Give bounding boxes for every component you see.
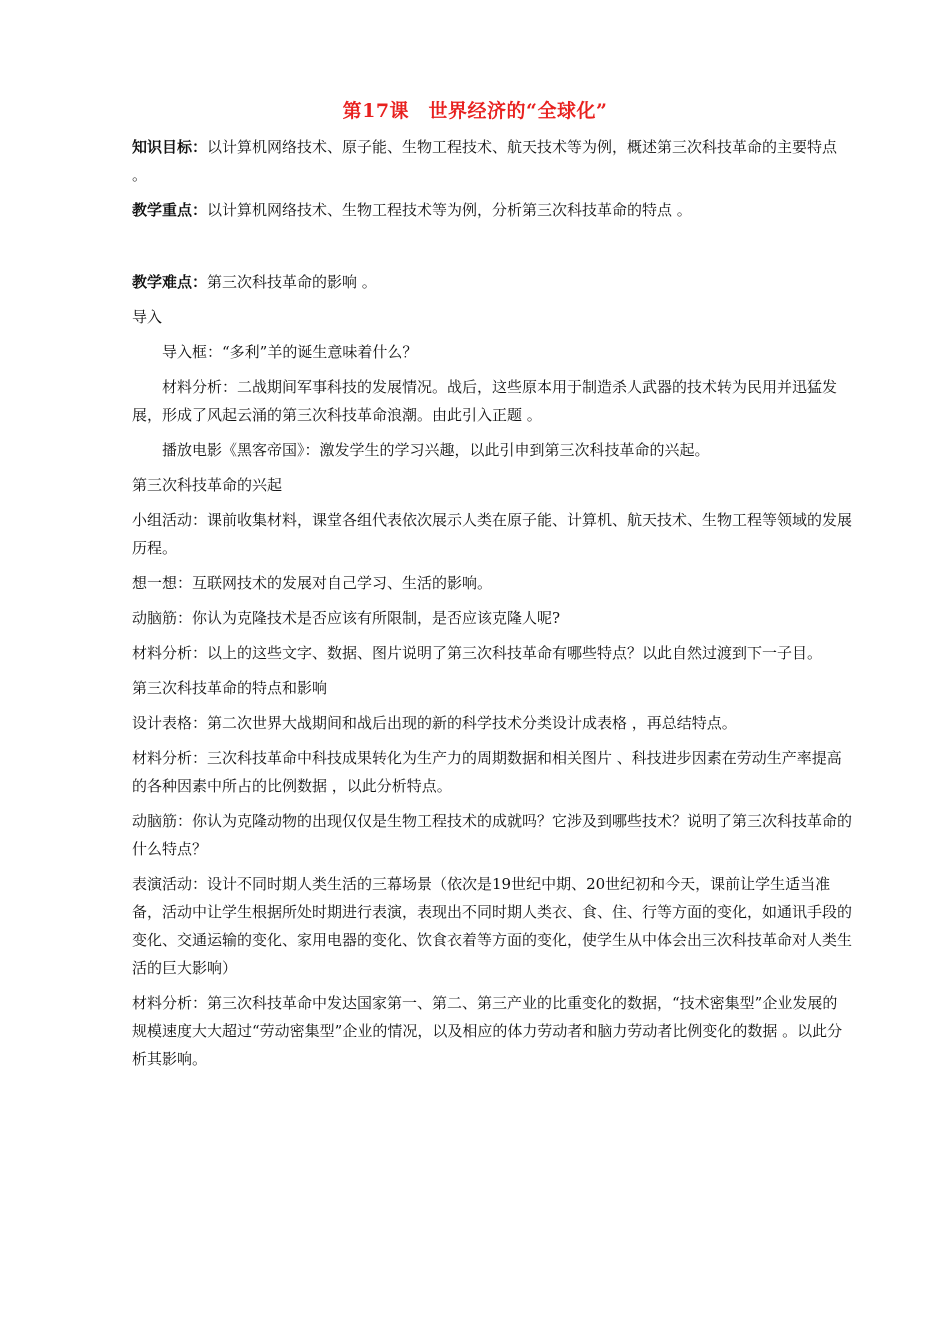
brainstorm-paragraph-2: 动脑筋：你认为克隆动物的出现仅仅是生物工程技术的成就吗？它涉及到哪些技术？说明了第三次科技革命的什么特点？ bbox=[132, 812, 853, 858]
key-point-label: 教学重点： bbox=[132, 201, 208, 219]
material-analysis-paragraph-2: 材料分析：以上的这些文字、数据、图片说明了第三次科技革命有哪些特点？以此自然过渡到下一子目。 bbox=[132, 644, 823, 662]
section-heading-rise: 第三次科技革命的兴起 bbox=[132, 476, 283, 494]
performance-activity-paragraph: 表演活动：设计不同时期人类生活的三幕场景（依次是19世纪中期、20世纪初和今天，课前让学生适当准备，活动中让学生根据所处时期进行表演，表现出不同时期人类衣、食、住、行等方面的变化，如通讯手段的变化、交通运输的变化、家用电器的变化、饮食衣着等方面的变化，使学生从中体会出三次科技革命对人类生活的巨大影响） bbox=[132, 875, 853, 977]
objective-text: 以计算机网络技术、原子能、生物工程技术、航天技术等为例，概述第三次科技革命的主要特点 。 bbox=[132, 138, 838, 184]
brainstorm-paragraph-1: 动脑筋：你认为克隆技术是否应该有所限制，是否应该克隆人呢? bbox=[132, 609, 561, 627]
difficulty-text: 第三次科技革命的影响 。 bbox=[207, 273, 377, 291]
material-analysis-paragraph-3: 材料分析：三次科技革命中科技成果转化为生产力的周期数据和相关图片 、科技进步因素在劳动生产率提高的各种因素中所占的比例数据 ，以此分析特点。 bbox=[132, 749, 842, 795]
movie-paragraph: 播放电影《黑客帝国》：激发学生的学习兴趣，以此引申到第三次科技革命的兴起。 bbox=[162, 441, 710, 459]
think-paragraph: 想一想：互联网技术的发展对自己学习、生活的影响。 bbox=[132, 574, 493, 592]
document-body bbox=[132, 133, 852, 1080]
intro-box-paragraph: 导入框：“多利”羊的诞生意味着什么？ bbox=[162, 343, 418, 361]
objective-label: 知识目标： bbox=[132, 138, 208, 156]
key-point-text: 以计算机网络技术、生物工程技术等为例，分析第三次科技革命的特点 。 bbox=[207, 201, 692, 219]
page-title-text: 第17课 世界经济的“全球化” bbox=[342, 100, 608, 122]
difficulty-paragraph bbox=[132, 268, 852, 296]
group-activity-paragraph: 小组活动：课前收集材料，课堂各组代表依次展示人类在原子能、计算机、航天技术、生物工程等领域的发展历程。 bbox=[132, 511, 853, 557]
material-analysis-paragraph-1: 材料分析：二战期间军事科技的发展情况。战后，这些原本用于制造杀人武器的技术转为民用并迅猛发展，形成了风起云涌的第三次科技革命浪潮。由此引入正题 。 bbox=[132, 378, 838, 424]
design-table-paragraph: 设计表格：第二次世界大战期间和战后出现的新的科学技术分类设计成表格 ，再总结特点。 bbox=[132, 714, 737, 732]
material-analysis-paragraph-4: 材料分析：第三次科技革命中发达国家第一、第二、第三产业的比重变化的数据，“技术密集型”企业发展的规模速度大大超过“劳动密集型”企业的情况，以及相应的体力劳动者和脑力劳动者比例变化的数据 。以此分析其影响。 bbox=[132, 994, 843, 1068]
key-point-paragraph bbox=[132, 196, 852, 224]
objective-paragraph bbox=[132, 133, 852, 189]
difficulty-label: 教学难点： bbox=[132, 273, 208, 291]
section-heading-features: 第三次科技革命的特点和影响 bbox=[132, 679, 328, 697]
section-heading-intro: 导入 bbox=[132, 308, 163, 326]
page-title bbox=[0, 96, 950, 123]
